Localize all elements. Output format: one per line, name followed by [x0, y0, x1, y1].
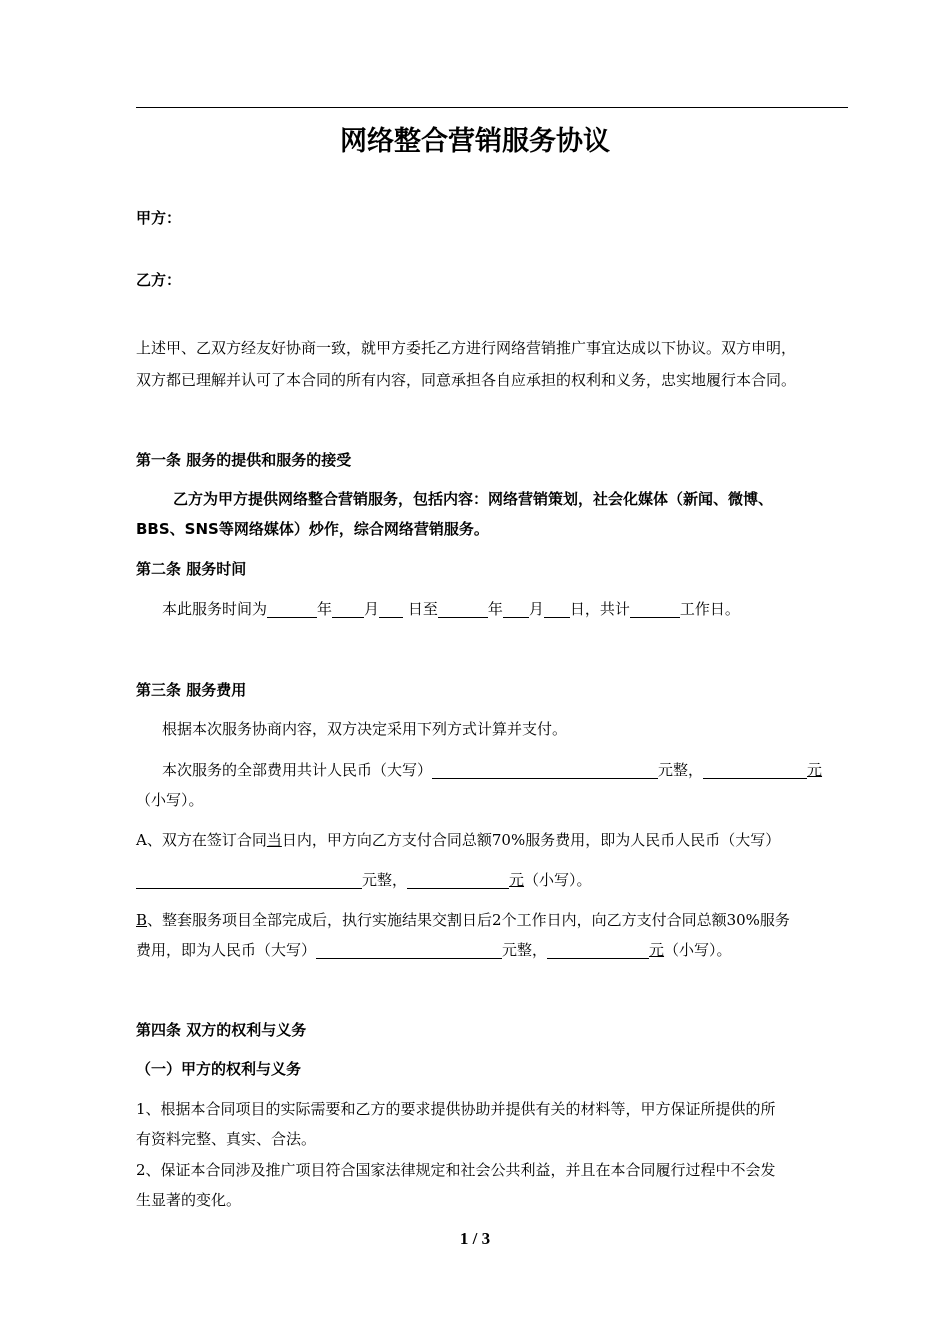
article2-heading: 第二条 服务时间 — [136, 560, 247, 578]
preamble-line-2: 双方都已理解并认可了本合同的所有内容，同意承担各自应承担的权利和义务，忠实地履行本合同。 — [136, 371, 797, 389]
period-text-2: 年 — [317, 600, 333, 618]
party-a-item-1-line-1: 1、根据本合同项目的实际需要和乙方的要求提供协助并提供有关的材料等，甲方保证所提供的所 — [136, 1100, 776, 1118]
party-a-item-1-line-2: 有资料完整、真实、合法。 — [136, 1130, 317, 1148]
payment-a-lowercase-blank[interactable] — [407, 870, 509, 889]
payment-b-uppercase-blank[interactable] — [316, 940, 502, 959]
payment-b-text: 、整套服务项目全部完成后，执行实施结果交割日后2个工作日内，向乙方支付合同总额30%服务 — [147, 911, 790, 929]
payment-a-uppercase-blank[interactable] — [136, 870, 362, 889]
preamble-line-1: 上述甲、乙双方经友好协商一致，就甲方委托乙方进行网络营销推广事宜达成以下协议。双方申明， — [136, 339, 797, 357]
workdays-blank[interactable] — [630, 599, 680, 618]
payment-a-text-2: 日内，甲方向乙方支付合同总额70%服务费用，即为人民币人民币（大写） — [281, 831, 781, 849]
article1-line-1: 乙方为甲方提供网络整合营销服务，包括内容：网络营销策划，社会化媒体（新闻、微博、 — [173, 490, 774, 508]
period-text-1: 本此服务时间为 — [162, 600, 268, 618]
payment-a-lowercase-note: （小写）。 — [524, 871, 592, 889]
total-fee-uppercase-blank[interactable] — [432, 760, 658, 779]
total-fee-line — [136, 755, 874, 785]
page-number: 1 / 3 — [459, 1229, 491, 1248]
payment-b-letter: B — [136, 911, 148, 929]
article3-paragraph-1: 根据本次服务协商内容，双方决定采用下列方式计算并支付。 — [162, 720, 568, 738]
end-day-blank[interactable] — [544, 599, 570, 618]
period-text-5: 年 — [487, 600, 503, 618]
total-fee-lowercase-blank[interactable] — [703, 760, 807, 779]
payment-b-lowercase-blank[interactable] — [547, 940, 649, 959]
party-a-rights-subheading: （一）甲方的权利与义务 — [136, 1060, 302, 1078]
payment-b-lowercase-note: （小写）。 — [664, 941, 732, 959]
start-year-blank[interactable] — [267, 599, 317, 618]
total-fee-lowercase-note: （小写）。 — [136, 791, 204, 809]
payment-a-text-1: A、双方在签订合同 — [136, 831, 267, 849]
end-year-blank[interactable] — [438, 599, 488, 618]
service-period-line — [136, 594, 874, 624]
payment-a-yuan-text: 元整， — [362, 871, 408, 889]
party-a-item-2-line-2: 生显著的变化。 — [136, 1191, 242, 1209]
period-text-6: 月 — [528, 600, 544, 618]
payment-b-yuan-unit: 元 — [649, 941, 665, 959]
period-text-4: 日至 — [403, 600, 438, 618]
article4-heading: 第四条 双方的权利与义务 — [136, 1021, 307, 1039]
payment-a-dang: 当 — [266, 831, 282, 849]
payment-b-text-2: 费用，即为人民币（大写） — [136, 941, 317, 959]
document-title: 网络整合营销服务协议 — [340, 126, 610, 157]
payment-b-line — [136, 905, 848, 935]
party-b-label: 乙方： — [136, 271, 182, 289]
article1-heading: 第一条 服务的提供和服务的接受 — [136, 451, 352, 469]
total-fee-yuan-text: 元整， — [658, 761, 704, 779]
payment-a-amount-line — [136, 865, 848, 895]
header-rule — [136, 107, 848, 108]
payment-b-amount-line — [136, 935, 848, 965]
party-a-item-2-line-1: 2、保证本合同涉及推广项目符合国家法律规定和社会公共利益，并且在本合同履行过程中不会发 — [136, 1161, 776, 1179]
payment-b-yuan-text: 元整， — [502, 941, 548, 959]
total-fee-text: 本次服务的全部费用共计人民币（大写） — [162, 761, 433, 779]
payment-a-yuan-unit: 元 — [509, 871, 525, 889]
total-fee-yuan-unit: 元 — [807, 761, 823, 779]
period-text-3: 月 — [364, 600, 380, 618]
article3-heading: 第三条 服务费用 — [136, 681, 247, 699]
period-text-8: 工作日。 — [679, 600, 740, 618]
payment-a-line — [136, 825, 848, 855]
article1-line-2: BBS、SNS等网络媒体）炒作，综合网络营销服务。 — [136, 520, 489, 538]
end-month-blank[interactable] — [503, 599, 529, 618]
party-a-label: 甲方： — [136, 209, 182, 227]
start-month-blank[interactable] — [332, 599, 364, 618]
start-day-blank[interactable] — [379, 599, 403, 618]
period-text-7: 日，共计 — [569, 600, 630, 618]
